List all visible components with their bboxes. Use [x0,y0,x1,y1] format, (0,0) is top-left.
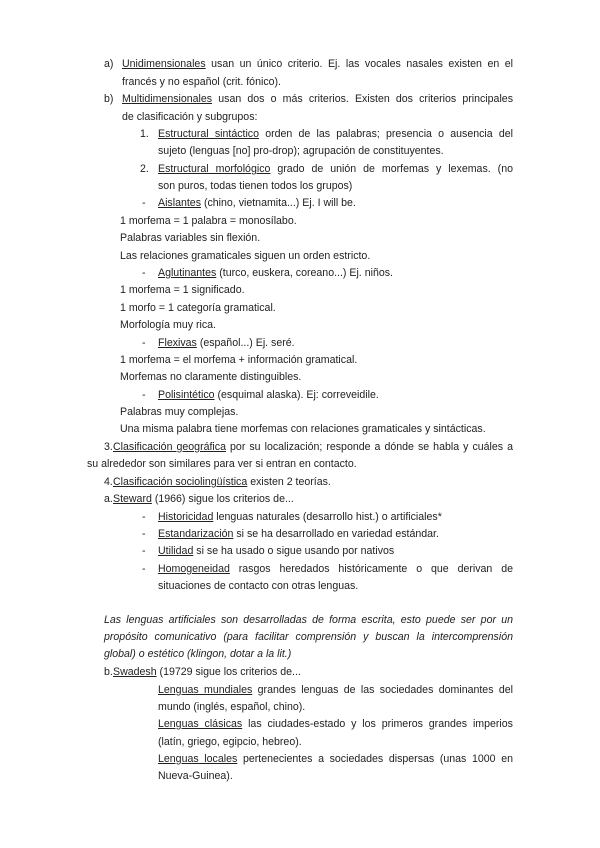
term-swadesh: Swadesh [113,666,157,678]
flexivas-note-2: Morfemas no claramente distinguibles. [120,371,302,383]
term-polisintetico: Polisintético [158,389,215,401]
polisintetico-note-2: Una misma palabra tiene morfemas con relaciones gramaticales y sintácticas. [120,423,486,435]
dash-historicidad: - [142,511,146,523]
flexivas-note-1: 1 morfema = el morfema + información gramatical. [120,354,358,366]
item-b-line2: de clasificación y subgrupos: [122,111,258,123]
section-3-line2: su alrededor son similares para ver si entran en contacto. [87,458,357,470]
utilidad-line [158,544,394,558]
mundiales-line2: mundo (inglés, español, chino). [158,701,306,713]
item-1-line2: sujeto (lenguas [no] pro-drop); agrupación de constituyentes. [158,145,444,157]
aglutinantes-note-3: Morfología muy rica. [120,319,216,331]
swadesh-marker: b. [104,666,113,678]
item-1-text: orden de las palabras; presencia o ausencia del [265,128,513,140]
item-a-marker: a) [104,58,114,70]
term-aglutinantes: Aglutinantes [158,267,217,279]
aglutinantes-note-1: 1 morfema = 1 significado. [120,284,245,296]
clasicas-line2: (latín, griego, egipcio, hebreo). [158,736,302,748]
steward-text: (1966) sigue los criterios de... [154,493,294,505]
mundiales-line1 [158,683,513,697]
term-estructural-sintactico: Estructural sintáctico [158,128,259,140]
term-unidimensionales: Unidimensionales [122,58,206,70]
homogeneidad-text: rasgos heredados históricamente o que derivan de [238,563,513,575]
locales-line1 [158,752,513,766]
item-b-marker: b) [104,93,114,105]
swadesh-line [113,665,301,679]
term-utilidad: Utilidad [158,545,194,557]
historicidad-line [158,510,442,524]
section-4-text: existen 2 teorías. [250,476,331,488]
term-estandarizacion: Estandarización [158,528,234,540]
section-4-marker: 4. [104,476,113,488]
item-1-line1 [158,127,513,141]
homogeneidad-line1 [158,562,513,576]
dash-utilidad: - [142,545,146,557]
aislantes-text: (chino, vietnamita...) Ej. I will be. [203,197,356,209]
dash-aglutinantes: - [142,267,146,279]
note-line-1: Las lenguas artificiales son desarrolladas de forma escrita, esto puede ser por un [104,614,513,626]
term-clasificacion-geografica: Clasificación geográfica [113,441,226,453]
utilidad-text: si se ha usado o sigue usando por nativos [196,545,395,557]
item-a-text: usan un único criterio. Ej. las vocales nasales existen en el [211,58,513,70]
term-lenguas-clasicas: Lenguas clásicas [158,718,243,730]
term-estructural-morfologico: Estructural morfológico [158,163,271,175]
note-line-2: propósito comunicativo (para facilitar comprensión y buscan la intercomprensión [104,631,513,643]
clasicas-text: las ciudades-estado y los primeros grandes imperios [248,718,513,730]
term-flexivas: Flexivas [158,337,197,349]
clasicas-line1 [158,717,513,731]
item-2-line1 [158,162,513,176]
item-2-line2: son puros, todas tienen todos los grupos) [158,180,353,192]
term-aislantes: Aislantes [158,197,201,209]
flexivas-text: (español...) Ej. seré. [199,337,295,349]
item-b-text: usan dos o más criterios. Existen dos criterios principales [218,93,513,105]
item-a-line2: francés y no español (crit. fónico). [122,76,281,88]
aislantes-note-2: Palabras variables sin flexión. [120,232,261,244]
mundiales-text: grandes lenguas de las sociedades dominantes del [257,684,513,696]
item-b-line1 [122,92,513,106]
term-clasificacion-sociolinguistica: Clasificación sociolingüística [113,476,248,488]
homogeneidad-line2: situaciones de contacto con otras lenguas. [158,580,359,592]
estandarizacion-line [158,527,439,541]
section-4-line [113,475,331,489]
aglutinantes-text: (turco, euskera, coreano...) Ej. niños. [219,267,393,279]
dash-aislantes: - [142,197,146,209]
term-lenguas-mundiales: Lenguas mundiales [158,684,253,696]
dash-flexivas: - [142,337,146,349]
item-2-marker: 2. [140,163,149,175]
aglutinantes-note-2: 1 morfo = 1 categoría gramatical. [120,302,276,314]
term-homogeneidad: Homogeneidad [158,563,230,575]
steward-line [113,492,294,506]
item-a-line1 [122,57,513,71]
item-1-marker: 1. [140,128,149,140]
section-3-marker: 3. [104,441,113,453]
dash-homogeneidad: - [142,563,146,575]
locales-line2: Nueva-Guinea). [158,770,233,782]
section-3-text: por su localización; responde a dónde se habla y cuáles a [230,441,514,453]
term-lenguas-locales: Lenguas locales [158,753,238,765]
historicidad-text: lenguas naturales (desarrollo hist.) o artificiales* [216,511,442,523]
note-line-3: global) o estético (klingon, dotar a la lit.) [104,648,292,660]
estandarizacion-text: si se ha desarrollado en variedad estándar. [236,528,439,540]
aislantes-note-1: 1 morfema = 1 palabra = monosílabo. [120,215,297,227]
section-3-line1 [113,440,513,454]
steward-marker: a. [104,493,113,505]
polisintetico-note-1: Palabras muy complejas. [120,406,239,418]
aglutinantes-line [158,266,393,280]
term-historicidad: Historicidad [158,511,214,523]
flexivas-line [158,336,295,350]
term-multidimensionales: Multidimensionales [122,93,213,105]
term-steward: Steward [113,493,152,505]
dash-estandarizacion: - [142,528,146,540]
item-2-text: grado de unión de morfemas y lexemas. (no [277,163,513,175]
dash-polisintetico: - [142,389,146,401]
aislantes-line [158,196,356,210]
locales-text: pertenecientes a sociedades dispersas (unas 1000 en [242,753,513,765]
polisintetico-text: (esquimal alaska). Ej: correveidile. [217,389,379,401]
swadesh-text: (19729 sigue los criterios de... [159,666,301,678]
aislantes-note-3: Las relaciones gramaticales siguen un orden estricto. [120,250,371,262]
polisintetico-line [158,388,379,402]
